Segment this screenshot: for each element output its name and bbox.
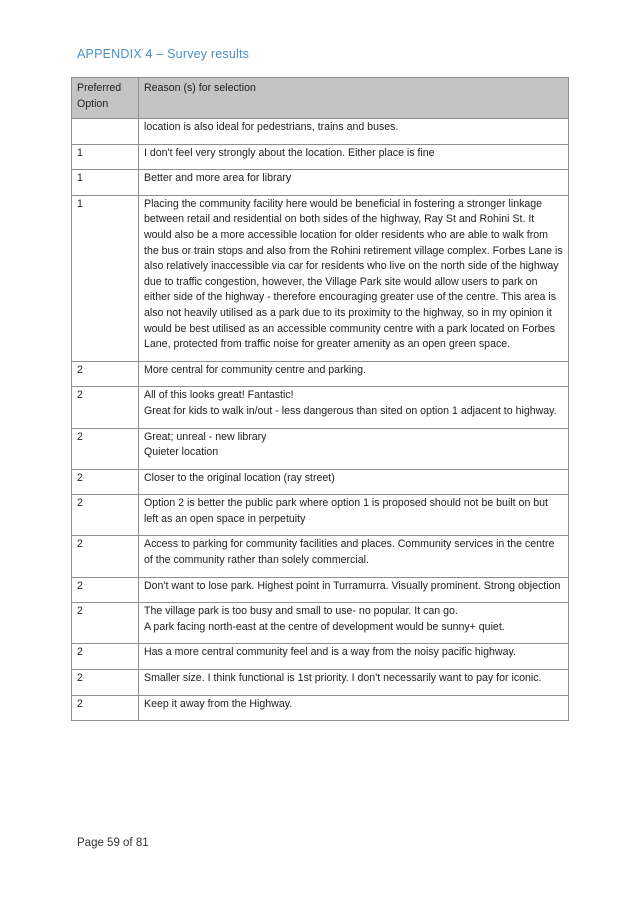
table-row: [72, 144, 569, 170]
table-row: [72, 536, 569, 577]
table-row: [72, 361, 569, 387]
table-row: [72, 119, 569, 145]
reason-cell: [139, 644, 569, 670]
reason-text: Keep it away from the Highway.: [144, 697, 293, 710]
reason-text: Smaller size. I think functional is 1st priority. I don't necessarily want to pay for iconic.: [144, 672, 542, 685]
header-reason: Reason (s) for selection: [139, 78, 569, 119]
table-row: [72, 670, 569, 696]
table-row: [72, 469, 569, 495]
reason-text: All of this looks great! Fantastic!: [144, 389, 294, 402]
reason-cell: [139, 195, 569, 361]
page-number: Page 59 of 81: [77, 837, 149, 849]
table-row: [72, 644, 569, 670]
preferred-option-cell: 2: [72, 577, 139, 603]
preferred-option-cell: 2: [72, 644, 139, 670]
reason-text: Option 2 is better the public park where option 1 is proposed should not be built on but left as an open space in perpetuity: [144, 497, 549, 525]
reason-cell: [139, 536, 569, 577]
preferred-option-cell: 1: [72, 170, 139, 196]
reason-cell: [139, 428, 569, 469]
table-row: [72, 387, 569, 428]
table-header-row: [72, 78, 569, 119]
reason-text: Quieter location: [144, 446, 219, 459]
reason-cell: [139, 495, 569, 536]
header-preferred-option: Preferred Option: [72, 78, 139, 119]
table-body: [72, 119, 569, 721]
preferred-option-cell: 2: [72, 428, 139, 469]
preferred-option-cell: 2: [72, 469, 139, 495]
preferred-option-cell: 2: [72, 495, 139, 536]
reason-text: More central for community centre and parking.: [144, 363, 366, 376]
reason-text: location is also ideal for pedestrians, trains and buses.: [144, 121, 399, 133]
survey-results-table: [71, 77, 569, 721]
reason-text: Don't want to lose park. Highest point in Turramurra. Visually prominent. Strong objection: [144, 579, 561, 592]
table-row: [72, 603, 569, 644]
reason-text: A park facing north-east at the centre of development would be sunny+ quiet.: [144, 620, 505, 633]
reason-cell: [139, 170, 569, 196]
table-row: [72, 170, 569, 196]
preferred-option-cell: 2: [72, 695, 139, 721]
preferred-option-cell: [72, 119, 139, 145]
preferred-option-cell: 2: [72, 536, 139, 577]
reason-text: Access to parking for community facilities and places. Community services in the centre of the community rather than solely commercial.: [144, 538, 555, 567]
reason-text: The village park is too busy and small to use- no popular. It can go.: [144, 605, 458, 618]
preferred-option-cell: 2: [72, 361, 139, 387]
page-heading: APPENDIX 4 – Survey results: [77, 47, 250, 61]
reason-cell: [139, 695, 569, 721]
reason-cell: [139, 387, 569, 428]
reason-text: I don't feel very strongly about the location. Either place is fine: [144, 146, 435, 159]
reason-text: Has a more central community feel and is a way from the noisy pacific highway.: [144, 646, 516, 659]
reason-cell: [139, 469, 569, 495]
reason-cell: [139, 119, 569, 145]
table-row: [72, 195, 569, 361]
reason-text: Better and more area for library: [144, 172, 292, 185]
table-row: [72, 695, 569, 721]
preferred-option-cell: 2: [72, 387, 139, 428]
reason-cell: [139, 361, 569, 387]
reason-text: Great; unreal - new library: [144, 430, 267, 443]
reason-cell: [139, 144, 569, 170]
preferred-option-cell: 1: [72, 195, 139, 361]
reason-text: Great for kids to walk in/out - less dangerous than sited on option 1 adjacent to highway.: [144, 404, 557, 417]
reason-cell: [139, 577, 569, 603]
reason-text: Placing the community facility here would be beneficial in fostering a stronger linkage between retail and residential on both sides of the highway, Ray St and Rohini St. It would also be a more accessible location for older residents who are able to walk from the bus or train stops and also from the Rohini retirement village complex. Forbes Lane is also relatively inaccessible via car for residents who live on the north side of the highway due to traffic congestion, however, the Village Park site would allow users to park on either side of the highway - therefore encouraging greater use of the centre. This area is also not heavily utilised as a park due to its proximity to the highway, so in my opinion it would be best utilised as an accessible community centre with a park located on Forbes Lane, protected from traffic noise for greater amenity as an open green space.: [144, 197, 563, 351]
table-row: [72, 577, 569, 603]
reason-text: Closer to the original location (ray street): [144, 471, 335, 484]
preferred-option-cell: 2: [72, 603, 139, 644]
table-row: [72, 428, 569, 469]
reason-cell: [139, 603, 569, 644]
table-row: [72, 495, 569, 536]
reason-cell: [139, 670, 569, 696]
preferred-option-cell: 1: [72, 144, 139, 170]
preferred-option-cell: 2: [72, 670, 139, 696]
